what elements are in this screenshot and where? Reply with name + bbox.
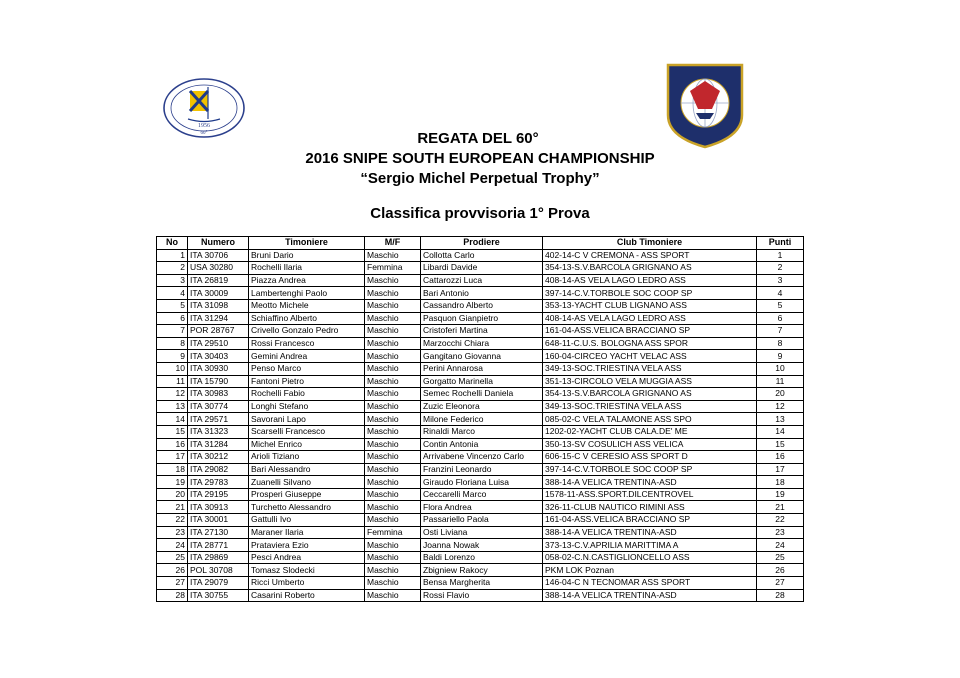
cell-prodiere: Libardi Davide [421,262,543,275]
cell-no: 16 [157,438,188,451]
cell-prodiere: Baldi Lorenzo [421,551,543,564]
cell-mf: Maschio [365,564,421,577]
cell-numero: ITA 31098 [188,299,249,312]
cell-club: 606-15-C V CERESIO ASS SPORT D [543,451,757,464]
cell-punti: 26 [757,564,804,577]
cell-punti: 2 [757,262,804,275]
cell-prodiere: Franzini Leonardo [421,463,543,476]
cell-prodiere: Ceccarelli Marco [421,488,543,501]
cell-no: 12 [157,388,188,401]
cell-mf: Maschio [365,463,421,476]
table-row [157,514,804,527]
cell-numero: ITA 29869 [188,551,249,564]
cell-club: 058-02-C.N.CASTIGLIONCELLO ASS [543,551,757,564]
cell-timoniere: Zuanelli Silvano [249,476,365,489]
cell-prodiere: Cassandro Alberto [421,299,543,312]
cell-no: 8 [157,337,188,350]
cell-punti: 20 [757,388,804,401]
cell-numero: ITA 29079 [188,577,249,590]
cell-timoniere: Casarini Roberto [249,589,365,602]
cell-timoniere: Arioli Tiziano [249,451,365,464]
table-row [157,337,804,350]
cell-club: 1202-02-YACHT CLUB CALA.DE' ME [543,425,757,438]
cell-no: 19 [157,476,188,489]
table-row [157,526,804,539]
cell-prodiere: Cattarozzi Luca [421,274,543,287]
cell-punti: 11 [757,375,804,388]
cell-mf: Maschio [365,451,421,464]
cell-numero: ITA 30913 [188,501,249,514]
column-header-punti: Punti [757,237,804,250]
cell-prodiere: Bensa Margherita [421,577,543,590]
cell-timoniere: Lambertenghi Paolo [249,287,365,300]
logo-left-sub: 60° [200,131,208,136]
cell-club: 402-14-C V CREMONA - ASS SPORT [543,249,757,262]
cell-timoniere: Meotto Michele [249,299,365,312]
championship-title: 2016 SNIPE SOUTH EUROPEAN CHAMPIONSHIP [305,150,655,167]
cell-numero: ITA 26819 [188,274,249,287]
cell-timoniere: Ricci Umberto [249,577,365,590]
cell-prodiere: Arrivabene Vincenzo Carlo [421,451,543,464]
cell-no: 4 [157,287,188,300]
cell-timoniere: Schiaffino Alberto [249,312,365,325]
cell-no: 22 [157,514,188,527]
cell-no: 2 [157,262,188,275]
cell-no: 21 [157,501,188,514]
column-header-mf: M/F [365,237,421,250]
cell-prodiere: Semec Rochelli Daniela [421,388,543,401]
cell-no: 27 [157,577,188,590]
cell-no: 5 [157,299,188,312]
cell-prodiere: Cristoferi Martina [421,325,543,338]
cell-numero: ITA 27130 [188,526,249,539]
cell-punti: 4 [757,287,804,300]
cell-timoniere: Bari Alessandro [249,463,365,476]
cell-numero: ITA 29195 [188,488,249,501]
cell-timoniere: Bruni Dario [249,249,365,262]
cell-punti: 14 [757,425,804,438]
table-row [157,488,804,501]
cell-mf: Maschio [365,312,421,325]
cell-no: 25 [157,551,188,564]
cell-mf: Maschio [365,577,421,590]
cell-no: 6 [157,312,188,325]
table-row [157,539,804,552]
cell-prodiere: Pasquon Gianpietro [421,312,543,325]
cell-timoniere: Tomasz Slodecki [249,564,365,577]
cell-mf: Maschio [365,425,421,438]
cell-timoniere: Longhi Stefano [249,400,365,413]
cell-no: 9 [157,350,188,363]
cell-numero: ITA 30009 [188,287,249,300]
cell-punti: 10 [757,362,804,375]
cell-club: PKM LOK Poznan [543,564,757,577]
table-row [157,325,804,338]
table-row [157,425,804,438]
cell-prodiere: Rinaldi Marco [421,425,543,438]
table-header-row [157,237,804,250]
cell-no: 18 [157,463,188,476]
cell-prodiere: Flora Andrea [421,501,543,514]
cell-no: 7 [157,325,188,338]
table-row [157,312,804,325]
cell-punti: 1 [757,249,804,262]
cell-mf: Maschio [365,413,421,426]
cell-no: 10 [157,362,188,375]
cell-club: 408-14-AS VELA LAGO LEDRO ASS [543,274,757,287]
cell-mf: Maschio [365,539,421,552]
cell-numero: ITA 31294 [188,312,249,325]
cell-punti: 12 [757,400,804,413]
cell-prodiere: Osti Liviana [421,526,543,539]
column-header-club: Club Timoniere [543,237,757,250]
cell-numero: ITA 29571 [188,413,249,426]
cell-mf: Maschio [365,299,421,312]
cell-club: 354-13-S.V.BARCOLA GRIGNANO AS [543,262,757,275]
table-row [157,362,804,375]
column-header-no: No [157,237,188,250]
cell-numero: ITA 30930 [188,362,249,375]
cell-timoniere: Rochelli Ilaria [249,262,365,275]
cell-no: 3 [157,274,188,287]
cell-timoniere: Savorani Lapo [249,413,365,426]
cell-no: 13 [157,400,188,413]
cell-no: 14 [157,413,188,426]
cell-club: 085-02-C VELA TALAMONE ASS SPO [543,413,757,426]
cell-club: 1578-11-ASS.SPORT.DILCENTROVEL [543,488,757,501]
cell-punti: 9 [757,350,804,363]
cell-numero: ITA 30755 [188,589,249,602]
cell-timoniere: Turchetto Alessandro [249,501,365,514]
cell-punti: 28 [757,589,804,602]
cell-no: 17 [157,451,188,464]
table-row [157,400,804,413]
table-row [157,476,804,489]
cell-timoniere: Crivello Gonzalo Pedro [249,325,365,338]
trophy-title: “Sergio Michel Perpetual Trophy” [360,170,600,187]
cell-numero: ITA 29082 [188,463,249,476]
cell-club: 161-04-ASS.VELICA BRACCIANO SP [543,325,757,338]
table-row [157,501,804,514]
cell-mf: Maschio [365,249,421,262]
cell-numero: ITA 30001 [188,514,249,527]
cell-numero: ITA 28771 [188,539,249,552]
table-row [157,451,804,464]
cell-club: 388-14-A VELICA TRENTINA-ASD [543,476,757,489]
cell-club: 397-14-C.V.TORBOLE SOC COOP SP [543,287,757,300]
cell-mf: Maschio [365,438,421,451]
cell-punti: 25 [757,551,804,564]
cell-prodiere: Marzocchi Chiara [421,337,543,350]
cell-prodiere: Milone Federico [421,413,543,426]
table-row [157,375,804,388]
table-row [157,262,804,275]
cell-no: 15 [157,425,188,438]
results-body [157,249,804,602]
cell-mf: Femmina [365,526,421,539]
cell-mf: Maschio [365,514,421,527]
cell-numero: ITA 15790 [188,375,249,388]
cell-club: 397-14-C.V.TORBOLE SOC COOP SP [543,463,757,476]
cell-timoniere: Rossi Francesco [249,337,365,350]
column-header-timoniere: Timoniere [249,237,365,250]
cell-punti: 17 [757,463,804,476]
cell-numero: ITA 30983 [188,388,249,401]
cell-numero: ITA 29783 [188,476,249,489]
cell-prodiere: Gorgatto Marinella [421,375,543,388]
cell-timoniere: Michel Enrico [249,438,365,451]
cell-no: 1 [157,249,188,262]
cell-timoniere: Penso Marco [249,362,365,375]
cell-club: 354-13-S.V.BARCOLA GRIGNANO AS [543,388,757,401]
cell-no: 24 [157,539,188,552]
cell-mf: Maschio [365,501,421,514]
regatta-title: REGATA DEL 60° [417,130,539,147]
cell-club: 388-14-A VELICA TRENTINA-ASD [543,589,757,602]
cell-no: 28 [157,589,188,602]
cell-mf: Maschio [365,325,421,338]
cell-punti: 21 [757,501,804,514]
table-row [157,463,804,476]
cell-timoniere: Maraner Ilaria [249,526,365,539]
cell-mf: Maschio [365,375,421,388]
cell-punti: 19 [757,488,804,501]
cell-timoniere: Scarselli Francesco [249,425,365,438]
cell-prodiere: Bari Antonio [421,287,543,300]
cell-numero: ITA 31284 [188,438,249,451]
cell-club: 373-13-C.V.APRILIA MARITTIMA A [543,539,757,552]
cell-numero: POL 30708 [188,564,249,577]
cell-club: 648-11-C.U.S. BOLOGNA ASS SPOR [543,337,757,350]
cell-numero: ITA 31323 [188,425,249,438]
cell-club: 350-13-SV COSULICH ASS VELICA [543,438,757,451]
cell-numero: ITA 30706 [188,249,249,262]
cell-no: 11 [157,375,188,388]
cell-club: 388-14-A VELICA TRENTINA-ASD [543,526,757,539]
cell-club: 146-04-C N TECNOMAR ASS SPORT [543,577,757,590]
cell-mf: Maschio [365,337,421,350]
table-row [157,438,804,451]
cell-prodiere: Gangitano Giovanna [421,350,543,363]
cell-punti: 6 [757,312,804,325]
cell-prodiere: Contin Antonia [421,438,543,451]
table-row [157,388,804,401]
cell-timoniere: Rochelli Fabio [249,388,365,401]
cell-club: 326-11-CLUB NAUTICO RIMINI ASS [543,501,757,514]
cell-prodiere: Giraudo Floriana Luisa [421,476,543,489]
cell-mf: Maschio [365,287,421,300]
cell-timoniere: Prosperi Giuseppe [249,488,365,501]
table-row [157,564,804,577]
cell-numero: USA 30280 [188,262,249,275]
table-row [157,299,804,312]
cell-punti: 15 [757,438,804,451]
cell-punti: 8 [757,337,804,350]
cell-punti: 27 [757,577,804,590]
cell-timoniere: Piazza Andrea [249,274,365,287]
cell-numero: POR 28767 [188,325,249,338]
cell-timoniere: Pesci Andrea [249,551,365,564]
table-row [157,589,804,602]
cell-mf: Maschio [365,589,421,602]
cell-mf: Maschio [365,551,421,564]
cell-club: 353-13-YACHT CLUB LIGNANO ASS [543,299,757,312]
cell-mf: Femmina [365,262,421,275]
column-header-numero: Numero [188,237,249,250]
cell-club: 351-13-CIRCOLO VELA MUGGIA ASS [543,375,757,388]
cell-prodiere: Passariello Paola [421,514,543,527]
table-row [157,350,804,363]
cell-mf: Maschio [365,400,421,413]
cell-mf: Maschio [365,476,421,489]
cell-mf: Maschio [365,274,421,287]
cell-prodiere: Collotta Carlo [421,249,543,262]
ranking-subtitle: Classifica provvisoria 1° Prova [370,205,590,222]
cell-punti: 23 [757,526,804,539]
logo-left-year: 1956 [198,123,210,129]
cell-timoniere: Prataviera Ezio [249,539,365,552]
cell-prodiere: Zuzic Eleonora [421,400,543,413]
cell-mf: Maschio [365,350,421,363]
cell-timoniere: Gemini Andrea [249,350,365,363]
cell-prodiere: Joanna Nowak [421,539,543,552]
cell-club: 160-04-CIRCEO YACHT VELAC ASS [543,350,757,363]
cell-club: 161-04-ASS.VELICA BRACCIANO SP [543,514,757,527]
cell-prodiere: Rossi Flavio [421,589,543,602]
cell-punti: 13 [757,413,804,426]
cell-no: 26 [157,564,188,577]
cell-punti: 5 [757,299,804,312]
cell-timoniere: Gattulli Ivo [249,514,365,527]
table-row [157,413,804,426]
cell-mf: Maschio [365,362,421,375]
cell-mf: Maschio [365,488,421,501]
cell-prodiere: Zbigniew Rakocy [421,564,543,577]
cell-punti: 3 [757,274,804,287]
table-row [157,551,804,564]
cell-timoniere: Fantoni Pietro [249,375,365,388]
cell-punti: 7 [757,325,804,338]
cell-club: 408-14-AS VELA LAGO LEDRO ASS [543,312,757,325]
cell-no: 20 [157,488,188,501]
cell-punti: 18 [757,476,804,489]
cell-numero: ITA 30212 [188,451,249,464]
table-row [157,274,804,287]
cell-prodiere: Perini Annarosa [421,362,543,375]
cell-club: 349-13-SOC.TRIESTINA VELA ASS [543,362,757,375]
cell-punti: 22 [757,514,804,527]
cell-mf: Maschio [365,388,421,401]
cell-club: 349-13-SOC.TRIESTINA VELA ASS [543,400,757,413]
table-row [157,577,804,590]
cell-punti: 16 [757,451,804,464]
table-row [157,249,804,262]
results-table [156,236,804,602]
column-header-prodiere: Prodiere [421,237,543,250]
cell-no: 23 [157,526,188,539]
cell-numero: ITA 30403 [188,350,249,363]
cell-numero: ITA 29510 [188,337,249,350]
cell-punti: 24 [757,539,804,552]
table-row [157,287,804,300]
cell-numero: ITA 30774 [188,400,249,413]
